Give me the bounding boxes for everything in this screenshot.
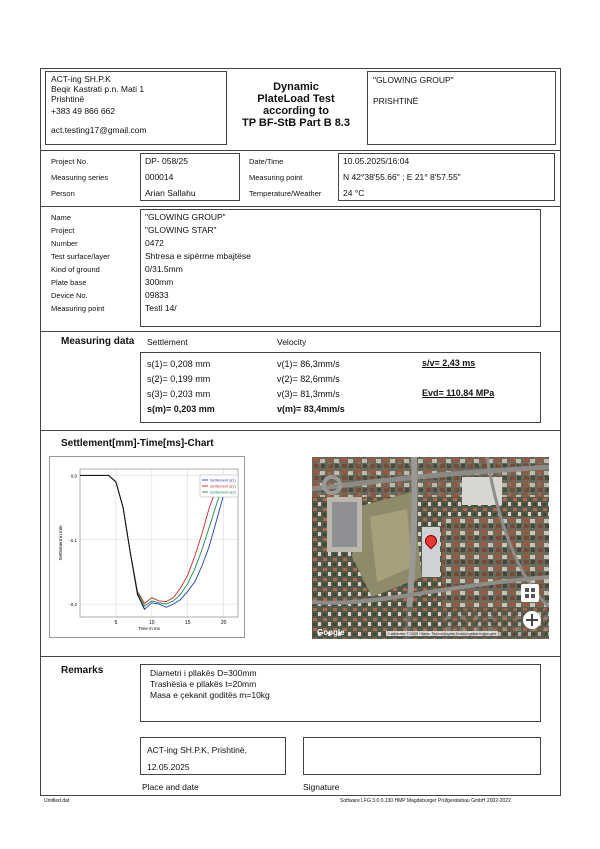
chart-panel	[49, 456, 245, 638]
signature-label: Signature	[303, 782, 340, 792]
s3: s(3)= 0,203 mm	[147, 389, 211, 399]
detail-value: "GLOWING GROUP"	[145, 212, 226, 222]
divider	[40, 331, 561, 332]
info-labels-right	[249, 155, 321, 200]
initial-drop-line	[80, 475, 145, 609]
chart-heading: Settlement[mm]-Time[ms]-Chart	[61, 438, 214, 449]
detail-label: Measuring point	[51, 304, 105, 313]
v1: v(1)= 86,3mm/s	[277, 359, 340, 369]
layers-icon[interactable]	[521, 584, 539, 602]
label-measuring-series: Measuring series	[51, 173, 109, 182]
title-line-3: according to	[262, 105, 329, 117]
x-tick-label: 15	[184, 620, 191, 626]
company-address: Beqir Kastrati p.n. Mati 1	[51, 84, 145, 94]
company-email: act.testing17@gmail.com	[51, 125, 147, 135]
x-tick-label: 10	[149, 620, 155, 626]
title-line-4: TP BF-StB Part B 8.3	[242, 117, 350, 129]
info-labels-left	[51, 155, 108, 200]
settlement-values	[147, 357, 215, 417]
details-values	[145, 211, 251, 315]
label-person: Person	[51, 189, 75, 198]
google-logo: Google	[317, 628, 345, 637]
detail-value: 300mm	[145, 277, 174, 287]
sv-ratio: s/v= 2,43 ms	[422, 358, 476, 368]
detail-label: Number	[51, 239, 78, 248]
title-line-1: Dynamic	[273, 81, 319, 93]
place-date-label: Place and date	[142, 782, 199, 792]
settlement-label: Settlement	[147, 337, 188, 347]
compass-icon[interactable]	[523, 611, 541, 629]
footer-company: ACT-ing SH.P.K, Prishtinë,	[147, 745, 247, 755]
client-city: PRISHTINË	[373, 96, 419, 106]
detail-value: Testi 14/	[145, 303, 177, 313]
company-block	[51, 74, 147, 135]
info-values-left	[145, 155, 196, 200]
measuring-heading: Measuring data	[61, 336, 135, 347]
y-tick-label: -0,2	[69, 602, 77, 608]
remarks-lines	[150, 668, 270, 701]
remark-3: Masa e çekanit goditës m=10kg	[150, 690, 270, 700]
x-tick-label: 20	[220, 620, 227, 626]
detail-value: Shtresa e sipërme mbajtëse	[145, 251, 251, 261]
y-axis-label: Settlement in mm	[58, 525, 63, 561]
map-credits: Kartdaten ©2025 Maxar Technologies Nutzungsbedingungen	[388, 631, 497, 636]
y-tick-label: 0,0	[70, 473, 77, 479]
legend-label: Settlement s(1)	[210, 478, 236, 483]
datetime: 10.05.2025/16:04	[343, 156, 410, 166]
company-city: Prishtinë	[51, 94, 85, 104]
title-line-2: PlateLoad Test	[257, 93, 335, 105]
evd-value: Evd= 110,84 MPa	[422, 388, 495, 398]
remark-2: Trashësia e pllakës t=20mm	[150, 679, 257, 689]
s2: s(2)= 0,199 mm	[147, 374, 211, 384]
label-datetime: Date/Time	[249, 157, 284, 166]
y-tick-label: -0,1	[69, 537, 77, 543]
divider	[40, 656, 561, 657]
detail-value: 09833	[145, 290, 169, 300]
settlement-time-chart	[50, 457, 244, 637]
footer-date: 12.05.2025	[147, 762, 190, 772]
detail-label: Test surface/layer	[51, 252, 110, 261]
velocity-values	[277, 357, 345, 417]
x-axis-label: Time in ms	[138, 626, 160, 631]
measuring-point-coords: N 42°38'55.66" ; E 21° 8'57.55"	[343, 172, 461, 182]
velocity-label: Velocity	[277, 337, 307, 347]
s1: s(1)= 0,208 mm	[147, 359, 211, 369]
label-project-no: Project No.	[51, 157, 89, 166]
s-mean: s(m)= 0,203 mm	[147, 404, 215, 414]
detail-label: Name	[51, 213, 72, 222]
weather: 24 °C	[343, 188, 365, 198]
v3: v(3)= 81,3mm/s	[277, 389, 340, 399]
software-credit: Software LFG 3.0.0.130 HMP Magdeburger Prüfgerätebau GmbH 2002-2022	[340, 798, 511, 804]
client-block	[373, 75, 454, 106]
remark-1: Diametri i pllakës D=300mm	[150, 668, 257, 678]
satellite-map[interactable]	[312, 457, 549, 639]
remarks-heading: Remarks	[61, 665, 104, 676]
detail-label: Plate base	[51, 278, 87, 287]
divider	[40, 206, 561, 207]
details-labels	[51, 211, 110, 315]
v-mean: v(m)= 83,4mm/s	[277, 404, 345, 414]
report-title	[228, 81, 364, 129]
label-weather: Temperature/Weather	[249, 189, 322, 198]
measuring-series: 000014	[145, 172, 174, 182]
legend-label: Settlement s(2)	[210, 484, 236, 489]
detail-label: Device No.	[51, 291, 88, 300]
divider	[40, 150, 561, 151]
label-measuring-point: Measuring point	[249, 173, 303, 182]
detail-label: Kind of ground	[51, 265, 100, 274]
v2: v(2)= 82,6mm/s	[277, 374, 340, 384]
project-no: DP- 058/25	[145, 156, 188, 166]
detail-label: Project	[51, 226, 75, 235]
person: Arian Sallahu	[145, 188, 196, 198]
x-tick-label: 5	[114, 620, 118, 626]
legend-label: Settlement s(3)	[210, 490, 236, 495]
detail-value: 0/31.5mm	[145, 264, 183, 274]
divider	[40, 430, 561, 431]
company-phone: +383 49 866 662	[51, 106, 116, 116]
info-values-right	[343, 155, 461, 200]
file-name: Untitled.dat	[44, 798, 70, 804]
company-name: ACT-ing SH.P.K	[51, 74, 111, 84]
signature-box	[303, 737, 541, 775]
client-name: "GLOWING GROUP"	[373, 75, 454, 85]
detail-value: 0472	[145, 238, 164, 248]
detail-value: "GLOWING STAR"	[145, 225, 217, 235]
place-date-block	[147, 742, 247, 776]
